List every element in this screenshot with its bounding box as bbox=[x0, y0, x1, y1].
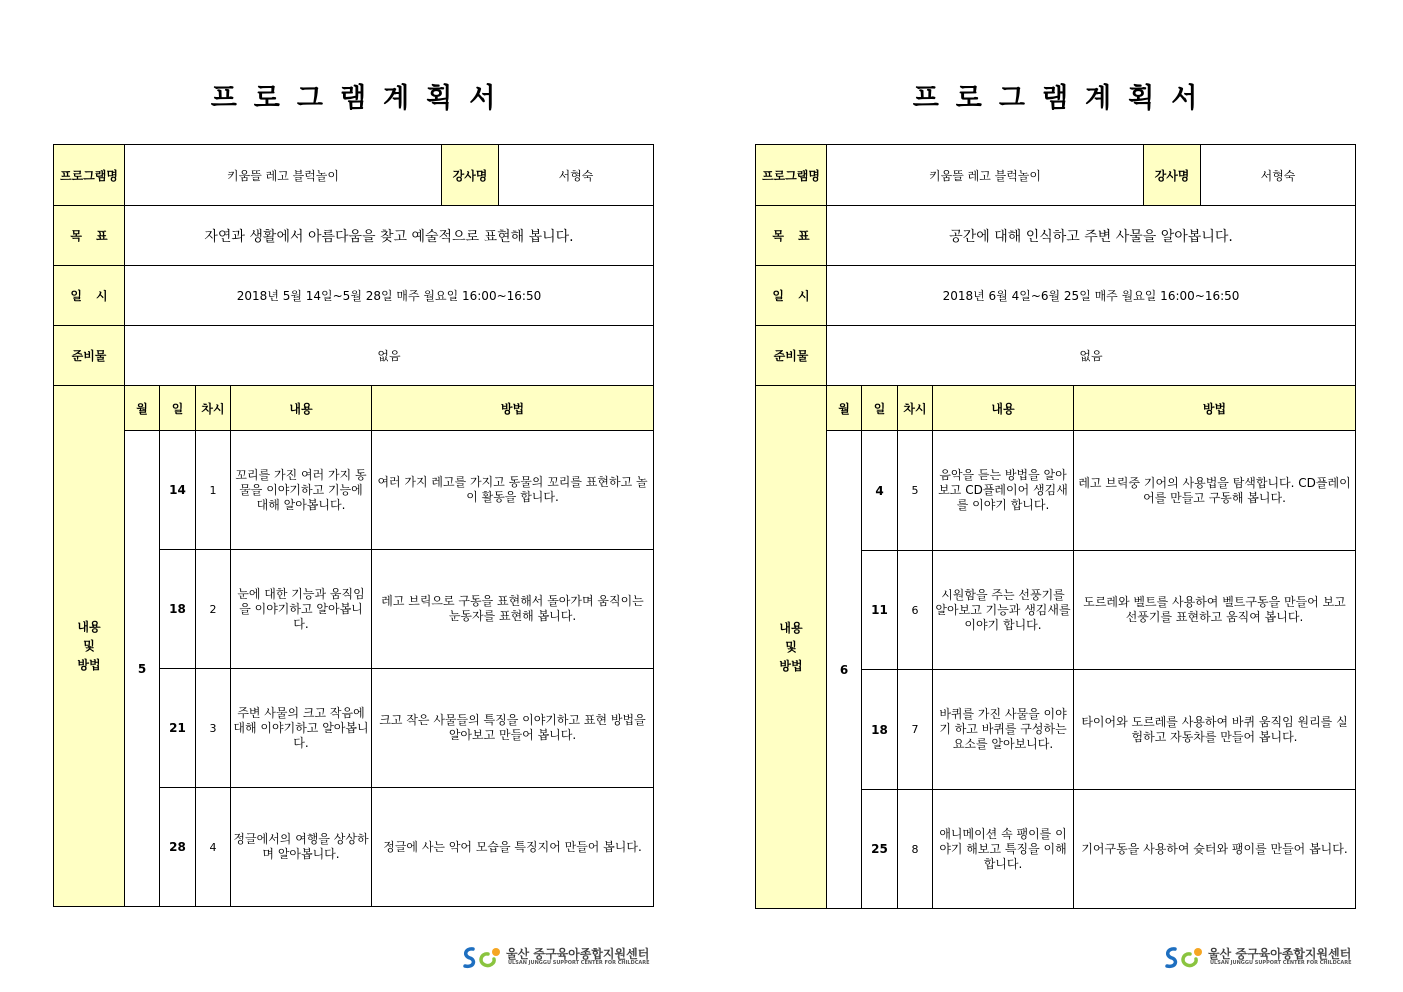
month-value: 6 bbox=[827, 431, 862, 909]
method-header: 방법 bbox=[1074, 386, 1356, 431]
materials-value: 없음 bbox=[827, 326, 1356, 386]
method-value: 크고 작은 사물들의 특징을 이야기하고 표현 방법을 알아보고 만들어 봅니다. bbox=[372, 669, 654, 788]
day-value: 18 bbox=[160, 550, 196, 669]
center-logo bbox=[1163, 944, 1353, 970]
instructor-label: 강사명 bbox=[1144, 145, 1201, 206]
plan-table bbox=[755, 144, 1356, 909]
content-method-label: 내용 및 방법 bbox=[54, 386, 125, 907]
content-value: 바퀴를 가진 사물을 이야기 하고 바퀴를 구성하는 요소를 알아보니다. bbox=[933, 670, 1074, 790]
content-header: 내용 bbox=[231, 386, 372, 431]
center-logo-name: 울산 중구육아종합지원센터 bbox=[1208, 947, 1352, 961]
day-header: 일 bbox=[160, 386, 196, 431]
session-value: 2 bbox=[196, 550, 231, 669]
center-logo bbox=[461, 944, 651, 970]
plan-table bbox=[53, 144, 654, 907]
day-value: 4 bbox=[862, 431, 898, 551]
content-value: 눈에 대한 기능과 움직임을 이야기하고 알아봅니다. bbox=[231, 550, 372, 669]
content-value: 정글에서의 여행을 상상하며 알아봅니다. bbox=[231, 788, 372, 907]
instructor-value: 서형숙 bbox=[1201, 145, 1356, 206]
materials-value: 없음 bbox=[125, 326, 654, 386]
goal-label: 목표 bbox=[54, 206, 125, 266]
content-value: 시원함을 주는 선풍기를 알아보고 기능과 생김새를 이야기 합니다. bbox=[933, 551, 1074, 670]
month-header: 월 bbox=[125, 386, 160, 431]
day-value: 25 bbox=[862, 790, 898, 909]
session-value: 1 bbox=[196, 431, 231, 550]
session-value: 5 bbox=[898, 431, 933, 551]
day-header: 일 bbox=[862, 386, 898, 431]
center-logo-subtitle: ULSAN JUNGGU SUPPORT CENTER FOR CHILDCARE bbox=[508, 960, 650, 966]
center-logo-name: 울산 중구육아종합지원센터 bbox=[506, 947, 650, 961]
program-name-value: 키움뜰 레고 블럭놀이 bbox=[827, 145, 1144, 206]
session-value: 7 bbox=[898, 670, 933, 790]
content-value: 주변 사물의 크고 작음에 대해 이야기하고 알아봅니다. bbox=[231, 669, 372, 788]
program-name-label: 프로그램명 bbox=[756, 145, 827, 206]
content-value: 꼬리를 가진 여러 가지 동물을 이야기하고 기능에 대해 알아봅니다. bbox=[231, 431, 372, 550]
materials-label: 준비물 bbox=[756, 326, 827, 386]
goal-value: 공간에 대해 인식하고 주변 사물을 알아봅니다. bbox=[827, 206, 1356, 266]
method-value: 여러 가지 레고를 가지고 동물의 꼬리를 표현하고 놀이 활동을 합니다. bbox=[372, 431, 654, 550]
method-value: 도르레와 벨트를 사용하여 벨트구동을 만들어 보고 선풍기를 표현하고 움직여 봅니다. bbox=[1074, 551, 1356, 670]
content-header: 내용 bbox=[933, 386, 1074, 431]
date-label: 일시 bbox=[756, 266, 827, 326]
goal-label: 목표 bbox=[756, 206, 827, 266]
day-value: 21 bbox=[160, 669, 196, 788]
plan-sheet-june bbox=[755, 0, 1355, 992]
session-value: 4 bbox=[196, 788, 231, 907]
method-value: 기어구동을 사용하여 슛터와 팽이를 만들어 봅니다. bbox=[1074, 790, 1356, 909]
method-value: 정글에 사는 악어 모습을 특징지어 만들어 봅니다. bbox=[372, 788, 654, 907]
program-name-label: 프로그램명 bbox=[54, 145, 125, 206]
center-logo-icon bbox=[461, 944, 503, 970]
table-row bbox=[54, 431, 654, 550]
table-row bbox=[756, 431, 1356, 551]
document-title: 프로그램계획서 bbox=[210, 83, 513, 114]
materials-label: 준비물 bbox=[54, 326, 125, 386]
session-value: 3 bbox=[196, 669, 231, 788]
content-method-label: 내용 및 방법 bbox=[756, 386, 827, 909]
day-value: 28 bbox=[160, 788, 196, 907]
month-value: 5 bbox=[125, 431, 160, 907]
goal-value: 자연과 생활에서 아름다움을 찾고 예술적으로 표현해 봅니다. bbox=[125, 206, 654, 266]
session-value: 6 bbox=[898, 551, 933, 670]
date-value: 2018년 5월 14일~5월 28일 매주 월요일 16:00~16:50 bbox=[125, 266, 654, 326]
method-value: 레고 브릭으로 구동을 표현해서 돌아가며 움직이는 눈동자를 표현해 봅니다. bbox=[372, 550, 654, 669]
day-value: 14 bbox=[160, 431, 196, 550]
session-header: 차시 bbox=[196, 386, 231, 431]
content-value: 음악을 듣는 방법을 알아보고 CD플레이어 생김새를 이야기 합니다. bbox=[933, 431, 1074, 551]
date-label: 일시 bbox=[54, 266, 125, 326]
month-header: 월 bbox=[827, 386, 862, 431]
content-value: 애니메이션 속 팽이를 이야기 해보고 특징을 이해합니다. bbox=[933, 790, 1074, 909]
date-value: 2018년 6월 4일~6월 25일 매주 월요일 16:00~16:50 bbox=[827, 266, 1356, 326]
center-logo-icon bbox=[1163, 944, 1205, 970]
instructor-value: 서형숙 bbox=[499, 145, 654, 206]
method-value: 레고 브릭중 기어의 사용법을 탐색합니다. CD플레이어를 만들고 구동해 봅니다. bbox=[1074, 431, 1356, 551]
method-header: 방법 bbox=[372, 386, 654, 431]
program-name-value: 키움뜰 레고 블럭놀이 bbox=[125, 145, 442, 206]
center-logo-subtitle: ULSAN JUNGGU SUPPORT CENTER FOR CHILDCARE bbox=[1210, 960, 1352, 966]
document-title: 프로그램계획서 bbox=[912, 83, 1215, 114]
method-value: 타이어와 도르레를 사용하여 바퀴 움직임 원리를 실험하고 자동차를 만들어 봅니다. bbox=[1074, 670, 1356, 790]
session-value: 8 bbox=[898, 790, 933, 909]
session-header: 차시 bbox=[898, 386, 933, 431]
day-value: 18 bbox=[862, 670, 898, 790]
plan-sheet-may bbox=[53, 0, 653, 992]
instructor-label: 강사명 bbox=[442, 145, 499, 206]
day-value: 11 bbox=[862, 551, 898, 670]
